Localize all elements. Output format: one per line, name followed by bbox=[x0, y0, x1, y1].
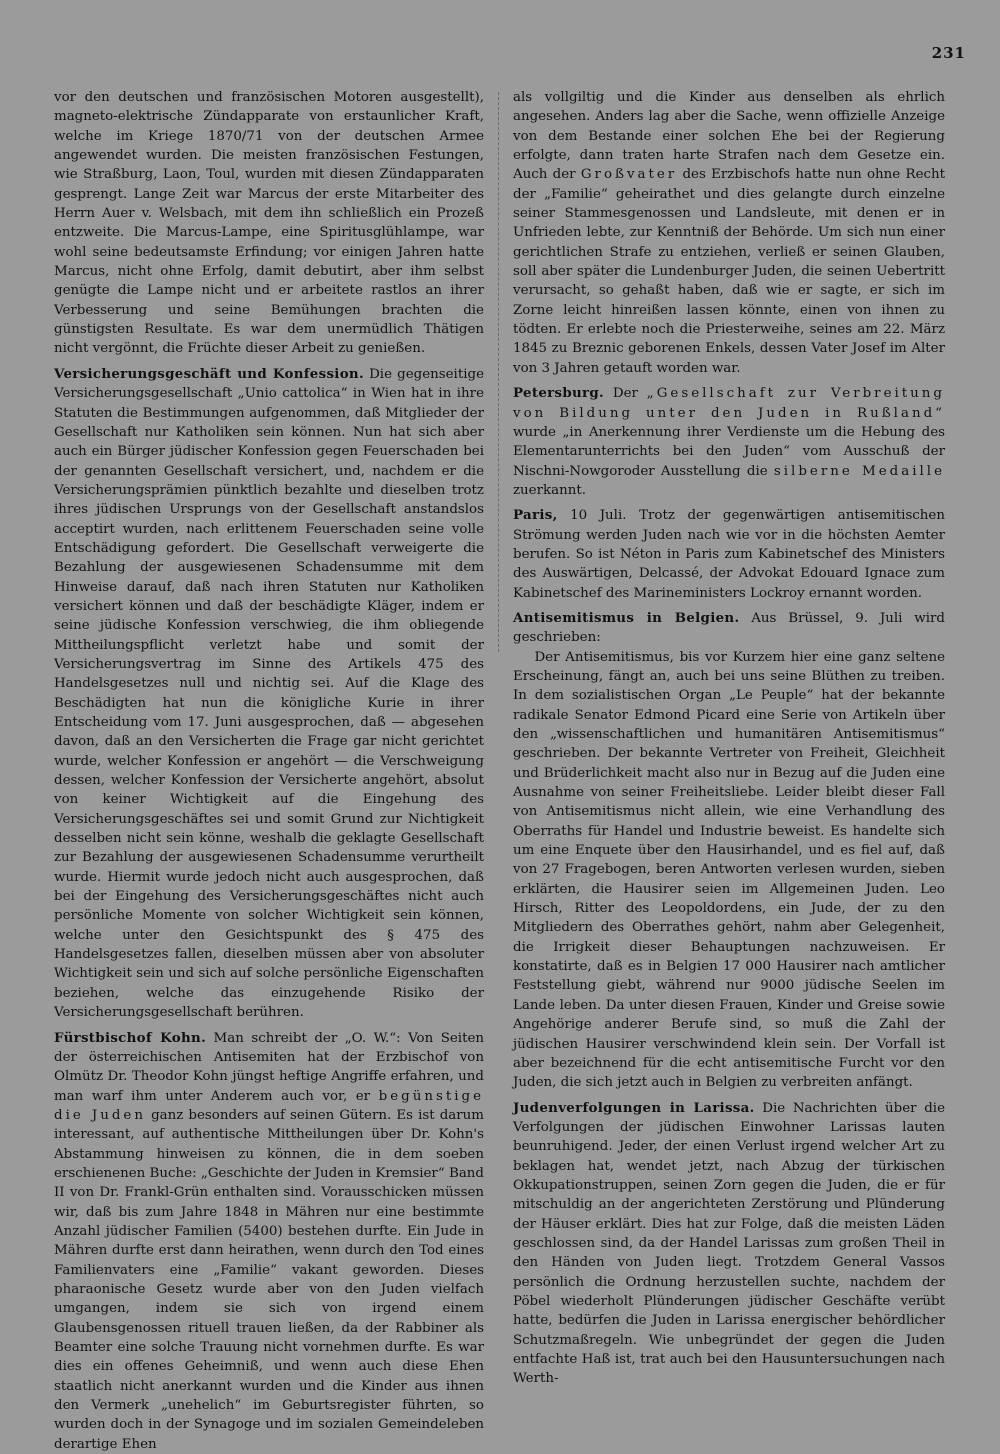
right-column bbox=[513, 88, 945, 1389]
article-text: Die Nachrichten über die Verfolgungen der jüdischen Einwohner Larissas lauten beunruhigend. Jeder, der einen Verlust irgend welcher Art zu beklagen hat, wendet jetzt, nach Abzug der türkischen Okkupationstruppen, seinen Zorn gegen die Juden, die er für mitschuldig an der angerichteten Zerstörung und Plünderung der Häuser erklärt. Dies hat zur Folge, daß die meisten Läden geschlossen sind, da der Handel Larissas zum großen Theil in den Händen von Juden liegt. Trotzdem General Vassos persönlich die Ordnung herzustellen suchte, nachdem der Pöbel wiederholt Plünderungen jüdischer Geschäfte verübt hatte, bedürfen die Juden in Larissa energischer behördlicher Schutzmaßregeln. Wie unbegründet der gegen die Juden entfachte Haß ist, trat auch bei den Hausuntersuchungen nach Werth- bbox=[513, 1101, 945, 1387]
paragraph bbox=[513, 88, 945, 378]
article-versicherung bbox=[54, 365, 484, 1023]
article-petersburg bbox=[513, 384, 945, 500]
article-text: wurde „in Anerkennung ihrer Verdienste um die Hebung des Elementarunterrichts bei den Juden“ vom Ausschuß der Nischni-Nowgoroder Ausstellung die bbox=[513, 425, 945, 479]
paragraph: Der Antisemitismus, bis vor Kurzem hier eine ganz seltene Erscheinung, fängt an, auch bei uns seine Blüthen zu treiben. In dem sozialistischen Organ „Le Peuple“ hat der bekannte radikale Senator Edmond Picard eine Serie von Artikeln über den „wissenschaftlichen und humanitären Antisemitismus“ geschrieben. Der bekannte Vertreter von Freiheit, Gleichheit und Brüderlichkeit macht also nur in Bezug auf die Juden eine Ausnahme von seiner Freiheitsliebe. Leider bleibt dieser Fall von Antisemitismus nicht allein, wie eine Verhandlung des Oberraths für Handel und Industrie beweist. Es handelte sich um eine Enquete über den Hausirhandel, und es fiel auf, daß von 27 Fragebogen, beren Antworten verlesen wurden, sieben erklärten, die Hausirer seien im Allgemeinen Juden. Leo Hirsch, Ritter des Leopoldordens, ein Jude, der zu den Mitgliedern des Oberrathes gehört, nahm aber Gelegenheit, die Irrigkeit dieser Behauptungen nachzuweisen. Er konstatirte, daß es in Belgien 17 000 Hausirer nach amtlicher Feststellung giebt, während nur 9000 jüdische Seelen im Lande leben. Da unter diesen Frauen, Kinder und Greise sowie Angehörige anderer Berufe sind, so muß die Zahl der jüdischen Hausirer verschwindend klein sein. Der Vorfall ist aber bezeichnend für die echt antisemitische Furcht vor den Juden, die sich jetzt auch in Belgien zu verbreiten anfängt. bbox=[513, 648, 945, 1093]
paragraph bbox=[513, 506, 945, 603]
article-marcus-continuation bbox=[54, 88, 484, 359]
article-heading: Antisemitismus in Belgien. bbox=[513, 610, 739, 626]
paragraph bbox=[513, 384, 945, 500]
article-heading: Paris, bbox=[513, 507, 558, 523]
article-text: 10 Juli. Trotz der gegenwärtigen antisemitischen Strömung werden Juden nach wie vor in die höchsten Aemter berufen. So ist Néton in Paris zum Kabinetschef des Ministers des Auswärtigen, Delcassé, der Advokat Edouard Ignace zum Kabinetschef des Marineministers Lockroy ernannt worden. bbox=[513, 508, 945, 600]
article-text: ganz besonders auf seinen Gütern. Es ist darum interessant, auf authentische Mittheilungen über Dr. Kohn's Abstammung hinweisen zu können, die in dem soeben erschienenen Buche: „Geschichte der Juden in Kremsier“ Band II von Dr. Frankl-Grün enthalten sind. Vorausschicken müssen wir, daß bis zum Jahre 1848 in Mähren nur eine bestimmte Anzahl jüdischer Familien (5400) bestehen durfte. Ein Jude in Mähren durfte erst dann heirathen, wenn durch den Tod eines Familienvaters eine „Familie“ vakant geworden. Dieses pharaonische Gesetz wurde aber von den Juden vielfach umgangen, indem sie sich von irgend einem Glaubensgenossen rituell trauen ließen, da der Rabbiner als Beamter eine solche Trauung nicht vornehmen durfte. Es war dies ein offenes Geheimniß, und wenn auch diese Ehen staatlich nicht anerkannt wurden und die Kinder aus ihnen den Vermerk „unehelich“ im Geburtsregister führten, so wurden doch in der Synagoge und im sozialen Gemeindeleben derartige Ehen bbox=[54, 1108, 484, 1452]
article-text: zuerkannt. bbox=[513, 483, 586, 498]
spaced-emphasis: begünstige die Juden bbox=[54, 1089, 484, 1123]
column-divider bbox=[498, 92, 500, 652]
paragraph: vor den deutschen und französischen Motoren ausgestellt), magneto-elektrische Zündapparate von erstaunlicher Kraft, welche im Kriege 1870/71 von der deutschen Armee angewendet wurden. Die meisten französischen Festungen, wie Straßburg, Laon, Toul, wurden mit diesen Zündapparaten gesprengt. Lange Zeit war Marcus der erste Mitarbeiter des Herrn Auer v. Welsbach, mit dem ihn schließlich ein Prozeß entzweite. Die Marcus-Lampe, eine Spiritusglühlampe, war wohl seine bedeutsamste Erfindung; vor einigen Jahren hatte Marcus, nicht ohne Erfolg, damit debutirt, aber ihm selbst genügte die Lampe nicht und er arbeitete rastlos an ihrer Verbesserung und seine Bemühungen brachten die günstigsten Resultate. Es war dem unermüdlich Thätigen nicht vergönnt, die Früchte dieser Arbeit zu genießen. bbox=[54, 88, 484, 359]
article-text: Die gegenseitige Versicherungsgesellschaft „Unio cattolica“ in Wien hat in ihre Statuten die Bestimmungen aufgenommen, daß Mitglieder der Gesellschaft nur Katholiken sein können. Nun hat sich aber auch ein Bürger jüdischer Konfession gegen Feuerschaden bei der genannten Gesellschaft versichert, und, nachdem er die Versicherungsprämien pünktlich bezahlte und dieselben trotz ihres jüdischen Ursprungs von der Gesellschaft anstandslos acceptirt wurden, nach erlittenem Feuerschaden seine volle Entschädigung gefordert. Die Gesellschaft verweigerte die Bezahlung der ausgewiesenen Schadensumme mit dem Hinweise darauf, daß nach ihren Statuten nur Katholiken versichert können und daß der beschädigte Kläger, indem er seine jüdische Konfession verschwieg, die ihm obliegende Mittheilungspflicht verletzt habe und somit der Versicherungsvertrag im Sinne des Artikels 475 des Handelsgesetzes null und nichtig sei. Auf die Klage des Beschädigten hat nun die königliche Kurie in ihrer Entscheidung vom 17. Juni ausgesprochen, daß — abgesehen davon, daß an den Versicherten die Frage gar nicht gerichtet wurde, welcher Konfession er angehört — die Verschweigung dessen, welcher Konfession der Versicherte angehört, absolut von keiner Wichtigkeit auf die Eingehung des Versicherungsgeschäftes sei und somit Grund zur Nichtigkeit desselben nicht sein könne, weshalb die geklagte Gesellschaft zur Bezahlung der ausgewiesenen Schadensumme verurtheilt wurde. Hiermit wurde jedoch nicht auch ausgesprochen, daß bei der Eingehung des Versicherungsgeschäftes nicht auch persönliche Momente von solcher Wichtigkeit sein können, welche unter den Gesichtspunkt des § 475 des Handelsgesetzes fallen, dieselben müssen aber von absoluter Wichtigkeit sein und sich auf solche persönliche Eigenschaften beziehen, welche das einzugehende Risiko der Versicherungsgesellschaft berühren. bbox=[54, 367, 484, 1020]
article-text: als vollgiltig und die Kinder aus denselben als ehrlich angesehen. Anders lag aber die Sache, wenn offizielle Anzeige von dem Bestande einer solchen Ehe bei der Regierung erfolgte, dann traten harte Strafen nach dem Gesetze ein. Auch der bbox=[513, 90, 945, 182]
article-heading: Fürstbischof Kohn. bbox=[54, 1030, 206, 1046]
article-heading: Petersburg. bbox=[513, 385, 604, 401]
spaced-emphasis: silberne Medaille bbox=[774, 464, 945, 479]
article-text: des Erzbischofs hatte nun ohne Recht der „Familie“ geheirathet und dies gelangte durch einzelne seiner Stammesgenossen und Landsleute, mit denen er in Unfrieden lebte, zur Kenntniß der Behörde. Um sich nun einer gerichtlichen Strafe zu entziehen, verließ er seinen Glauben, soll aber später die Lundenburger Juden, die seinen Uebertritt verursacht, so gehaßt haben, daß wie er sagte, er sich im Zorne leicht hinreißen lassen könnte, einen von ihnen zu tödten. Er erlebte noch die Priesterweihe, seines am 22. März 1845 zu Breznic geborenen Enkels, dessen Vater Josef im Alter von 3 Jahren getauft worden war. bbox=[513, 167, 945, 375]
article-text: Man schreibt der „O. W.“: Von Seiten der österreichischen Antisemiten hat der Erzbischof von Olmütz Dr. Theodor Kohn jüngst heftige Angriffe erfahren, und man warf ihm unter Anderem auch vor, er bbox=[54, 1031, 484, 1104]
article-heading: Judenverfolgungen in Larissa. bbox=[513, 1100, 755, 1116]
paragraph bbox=[54, 365, 484, 1023]
article-kohn bbox=[54, 1029, 484, 1454]
page-number: 231 bbox=[932, 44, 966, 62]
paragraph bbox=[54, 1029, 484, 1454]
article-kohn-continuation bbox=[513, 88, 945, 378]
article-heading: Versicherungsgeschäft und Konfession. bbox=[54, 366, 364, 382]
article-larissa bbox=[513, 1099, 945, 1389]
paragraph bbox=[513, 1099, 945, 1389]
article-text: Der bbox=[613, 386, 638, 401]
paragraph bbox=[513, 609, 945, 648]
article-text: Aus Brüssel, 9. Juli wird geschrieben: bbox=[513, 611, 945, 645]
article-belgien bbox=[513, 609, 945, 1093]
spaced-emphasis: Großvater bbox=[581, 167, 677, 182]
spaced-emphasis: „Gesellschaft zur Verbreitung von Bildung unter den Juden in Rußland“ bbox=[513, 386, 945, 420]
left-column bbox=[54, 88, 484, 1454]
article-paris bbox=[513, 506, 945, 603]
